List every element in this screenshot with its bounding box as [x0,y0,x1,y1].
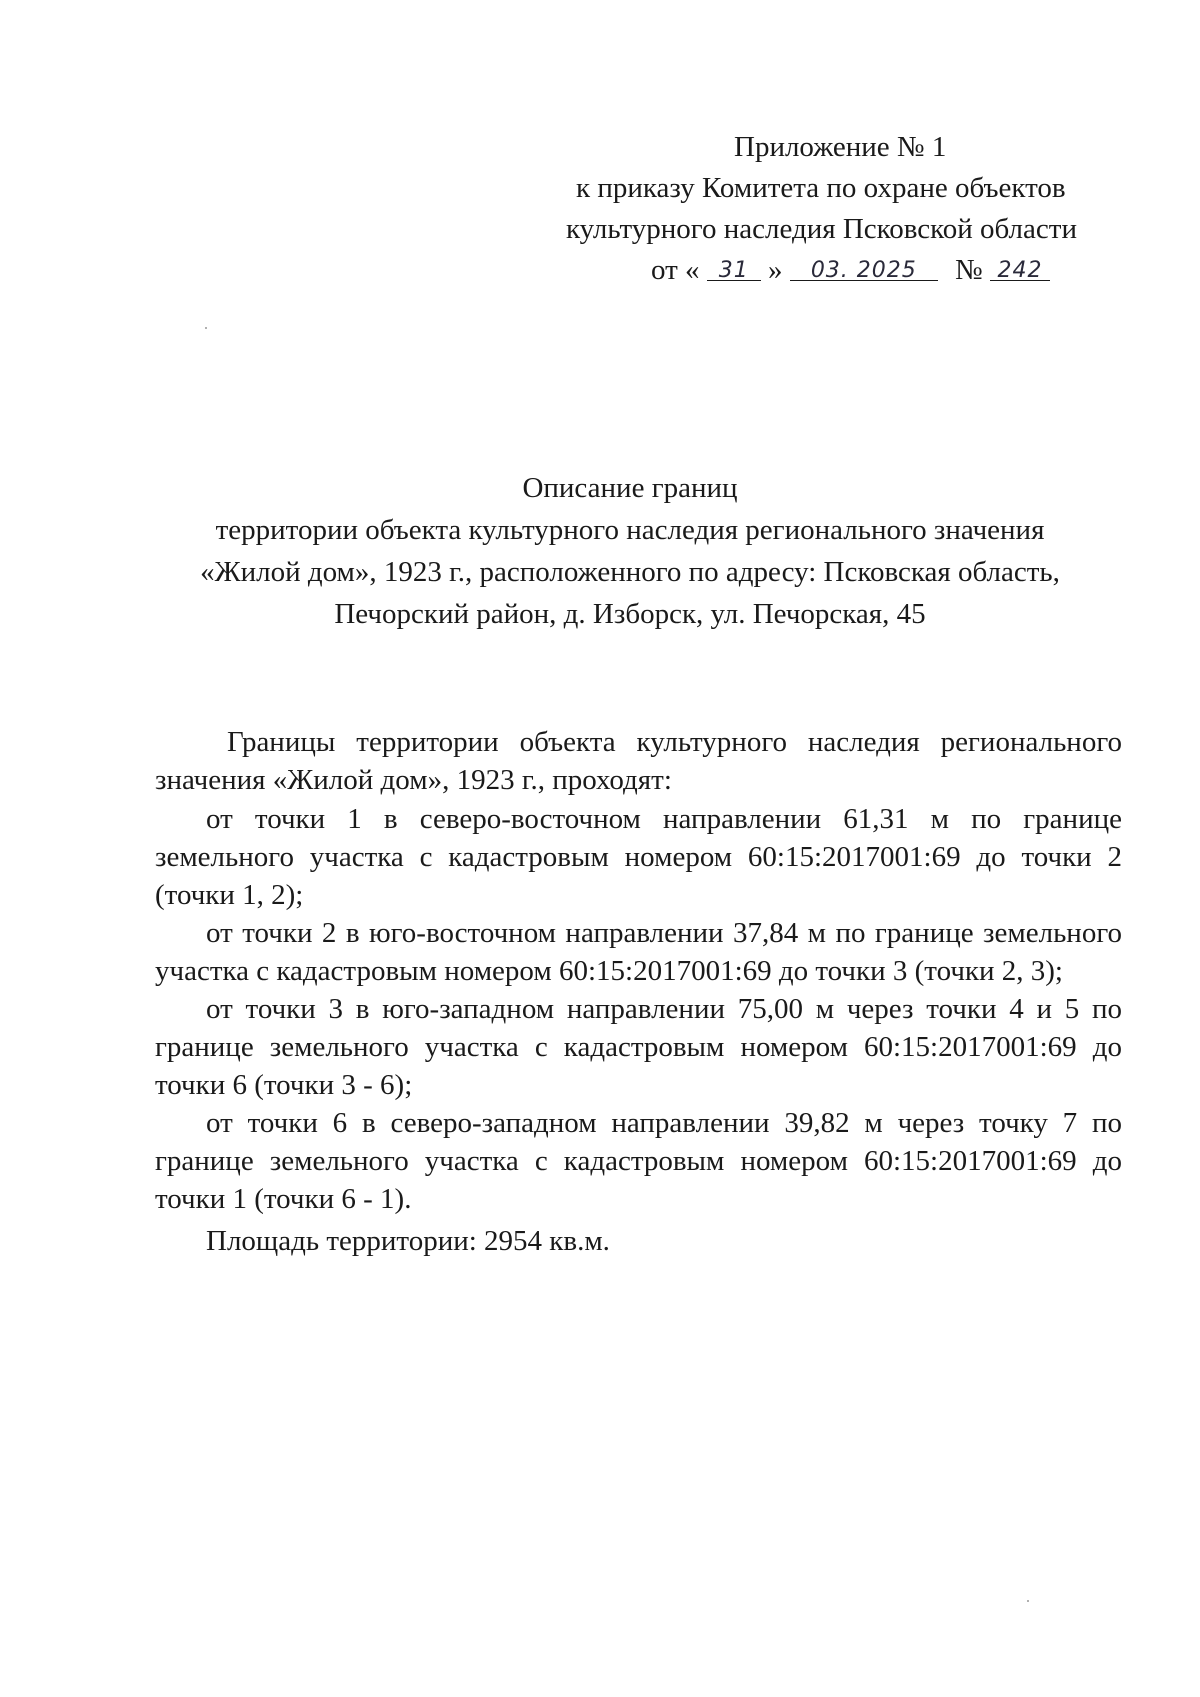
appendix-date-line [651,250,1050,291]
territory-area: Площадь территории: 2954 кв.м. [206,1225,610,1257]
document-body [155,723,1122,1260]
date-rest-handwritten: 03. 2025 [810,258,917,283]
document-title [150,467,1110,635]
date-rest-field [790,250,938,281]
date-mid: » [768,254,783,286]
appendix-order-ref: к приказу Комитета по охране объектов [576,172,1066,204]
boundary-segment: от точки 1 в северо-восточном направлении 61,31 м по границе земельного участка с кадастровым номером 60:15:2017001:69 до точки 2 (точки 1, 2); [155,803,1122,911]
intro-paragraph: Границы территории объекта культурного наследия регионального значения «Жилой дом», 1923 г., проходят: [155,726,1122,796]
title-line: территории объекта культурного наследия регионального значения [215,514,1045,546]
date-day-field [707,250,761,281]
appendix-title: Приложение № 1 [734,131,947,163]
boundary-segment: от точки 2 в юго-восточном направлении 37,84 м по границе земельного участка с кадастровым номером 60:15:2017001:69 до точки 3 (точки 2, 3); [155,917,1122,987]
title-line: «Жилой дом», 1923 г., расположенного по адресу: Псковская область, [200,556,1060,588]
number-field [990,250,1050,281]
appendix-committee: культурного наследия Псковской области [566,213,1077,245]
scan-speck [1027,1600,1029,1602]
title-line: Печорский район, д. Изборск, ул. Печорская, 45 [334,598,926,630]
title-line: Описание границ [522,472,738,504]
number-handwritten: 242 [997,258,1043,283]
boundary-segment: от точки 3 в юго-западном направлении 75,00 м через точки 4 и 5 по границе земельного участка с кадастровым номером 60:15:2017001:69 до точки 6 (точки 3 - 6); [155,993,1122,1101]
boundary-segment: от точки 6 в северо-западном направлении 39,82 м через точку 7 по границе земельного участка с кадастровым номером 60:15:2017001:69 до точки 1 (точки 6 - 1). [155,1107,1122,1215]
number-label: № [955,254,983,286]
date-prefix: от « [651,254,700,286]
date-day-handwritten: 31 [718,258,749,283]
scan-speck [205,327,207,329]
